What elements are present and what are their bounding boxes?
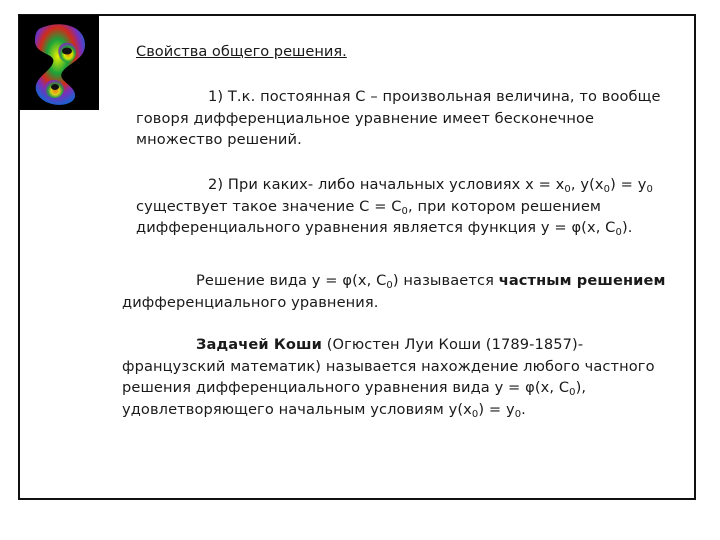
property-2-line-1: 2) При каких- либо начальных условиях $х = х_0$, $у(х_0) = у_0$ — [208, 176, 653, 195]
cauchy-problem-term: Задачей Коши — [196, 336, 322, 353]
logo-box — [19, 15, 99, 110]
property-1 — [136, 86, 661, 151]
cauchy-line-2: французский математик) называется нахождение любого частного — [122, 357, 655, 375]
cauchy-line-4: удовлетворяющего начальным условиям $у(х_0) = у_0$. — [122, 400, 526, 420]
property-2-line-3: дифференциального уравнения является функция у = φ(х, $С_0$). — [136, 219, 633, 238]
slide-title: Свойства общего решения. — [136, 43, 347, 60]
cauchy-line-1: Задачей Коши (Огюстен Луи Коши (1789-1857)- — [196, 336, 584, 353]
property-2 — [136, 174, 653, 239]
particular-solution-line-1: Решение вида у = φ(х, $С_0$) называется частным решением — [196, 272, 666, 291]
property-1-line-1: 1) Т.к. постоянная С – произвольная величина, то вообще — [208, 88, 661, 105]
particular-solution-definition — [122, 270, 665, 313]
particular-solution-term: частным решением — [498, 272, 666, 289]
property-1-line-3: множество решений. — [136, 131, 302, 148]
property-2-line-2: существует такое значение $С = С_0$, при котором решением — [136, 197, 602, 217]
property-1-line-2: говоря дифференциальное уравнение имеет бесконечное — [136, 109, 595, 127]
cauchy-problem-definition — [122, 334, 655, 420]
cauchy-line-3: решения дифференциального уравнения вида у = φ(х, $С_0$), — [122, 379, 587, 398]
surface-logo-icon — [19, 15, 99, 110]
particular-solution-line-2: дифференциального уравнения. — [122, 293, 379, 311]
